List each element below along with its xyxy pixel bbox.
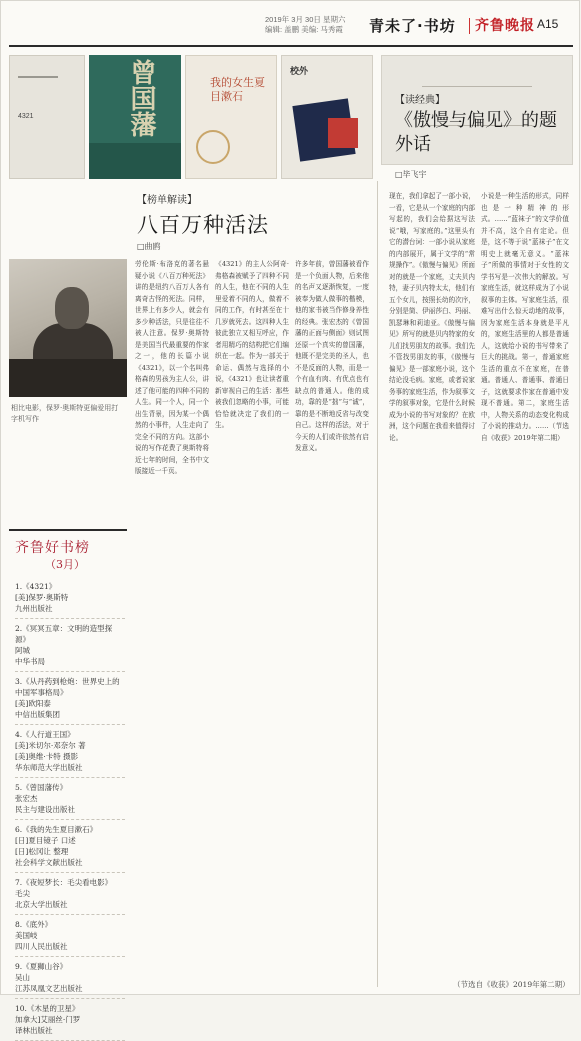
page-number: A15 <box>537 17 559 31</box>
center-article-byline: □曲鸥 <box>137 242 161 251</box>
book-covers <box>9 55 373 179</box>
bestseller-list <box>15 577 125 1041</box>
list-item: 10.《木星的卫星》 加拿大]艾丽丝·门罗 译林出版社 <box>15 999 125 1041</box>
list-item: 2.《冥冥五章：文明的造型探源》 阿城 中华书局 <box>15 619 125 672</box>
header-meta <box>265 15 345 35</box>
center-article-body-col1: 劳伦斯·布洛克的著名悬疑小说《八百万种死法》讲的是纽约八百万人各有离奇古怪的死法。同样，世界上有多少人，就会有多少种活法，只是往往不被人注意。保罗·奥斯特是美国当代最重要的作家之一，他的长篇小说《4321》，以一个名叫弗格森的男孩为主人公，讲述了他可能的四种不同的人生。同一个人，同一个出生背景，因为某一个偶然的小事件，人生走向了完全不同的方向。这部小说的写作花费了奥斯特将近七年的时间，全书中文版接近一千页。 <box>135 260 209 475</box>
section-title: 青未了·书坊 <box>369 17 456 35</box>
right-article-headline: 《傲慢与偏见》的题外话 <box>395 110 557 155</box>
photo-typewriter <box>9 359 127 397</box>
header-date: 2019年 3月 30日 星期六 <box>265 15 346 24</box>
list-item: 3.《从丹药到枪炮：世界史上的中国军事格局》 [美]欧阳泰 中信出版集团 <box>15 672 125 725</box>
book-cover-zeng-guofan <box>89 55 181 179</box>
bestseller-subtitle: （3月） <box>45 558 85 571</box>
page-header <box>1 1 581 49</box>
author-photo <box>9 259 127 397</box>
right-article-body-col2: 小说是一种生活的形式，同样也是一种精神的形式。……“蓝袜子”的文学价值并不高，这个自有定论。但是，这不等于说“蓝袜子”在文明史上就毫无意义。“蓝袜子”所做的事情对于女性的文学书写是一次伟大的解放。写家庭生活，就这样成为了小说叙事的主体。写家庭生活，很难写出什么惊天动地的故事，因为家庭生活本身就是平凡的，家庭生活里的人都是普通人，这就给小说的书写带来了巨大的挑战。第一，普通家庭生活的重点不在家庭，在普通。普通人、普通事、普通日子，这就要求作家在普通中发现不普通。第二，家庭生活中，人物关系的动态变化构成了小说的推动力。……（节选自《收获》2019年第二期） <box>481 192 569 442</box>
right-article-byline: □毕飞宇 <box>395 170 427 179</box>
cover-decoration <box>328 118 358 148</box>
cover-decoration <box>89 143 181 179</box>
right-article-kicker: 【读经典】 <box>395 95 445 106</box>
book-cover-xiaowai <box>281 55 373 179</box>
photo-caption: 相比电影，保罗·奥斯特更偏爱用打字机写作 <box>11 404 119 423</box>
cover-zeng-title: 曾国藩 <box>126 59 156 137</box>
cover-natsume-title: 我的女生夏目漱石 <box>210 76 265 103</box>
cover-decoration <box>196 130 230 164</box>
list-item: 1.《4321》 [美]保罗·奥斯特 九州出版社 <box>15 577 125 619</box>
header-divider <box>469 18 470 34</box>
header-rule <box>9 45 573 47</box>
list-item: 7.《夜短梦长：毛尖看电影》 毛尖 北京大学出版社 <box>15 873 125 915</box>
column-divider <box>377 181 378 987</box>
cover-xiaowai-title: 校外 <box>290 67 309 77</box>
center-article-body-col2: 《4321》的主人公阿奇·弗格森被赋予了四种不同的人生，他在不同的人生里爱着不同的人，做着不同的工作，有时甚至在十几岁就死去。这四种人生彼此独立又相互呼应，作者用精巧的结构把它们编织在一起。作为一部关于命运、偶然与选择的小说，《4321》也让读者重新审视自己的生活：那些被我们忽略的小事，可能恰恰就决定了我们的一生。 <box>215 260 289 429</box>
header-editors: 编辑: 盖鹏 美编: 马秀霞 <box>265 25 343 34</box>
list-item: 6.《我的先生夏目漱石》 [日]夏目镜子 口述 [日]松冈让 整理 社会科学文献出版社 <box>15 820 125 873</box>
list-item: 8.《底外》 美国岐 四川人民出版社 <box>15 915 125 957</box>
newspaper-logo: 齐鲁晚报 <box>475 18 535 34</box>
photo-figure-head <box>55 287 89 329</box>
bestseller-title: 齐鲁好书榜 <box>15 540 90 556</box>
list-item: 9.《夏狮山谷》 吴山 江苏凤凰文艺出版社 <box>15 957 125 999</box>
list-item: 5.《曾国藩传》 张宏杰 民主与建设出版社 <box>15 778 125 820</box>
right-article-body-col1: 现在，我们拿起了一部小说，一看，它是从一个家庭的内部写起的，我们会给据这写法说“哦，写家庭的。”这里头有它的潜台词：一部小说从家庭的内部展开，属于文学的“常规操作”。《傲慢与偏见》所面对的就是一个家庭，丈夫贝内特，妻子贝内特太太，他们有五个女儿，按照长幼的次序，分别是简、伊丽莎白、玛丽、凯瑟琳和莉迪亚。《傲慢与偏见》所写的就是贝内特家的女儿们找男朋友的故事。我们先不管找男朋友的事，《傲慢与偏见》是一部家庭小说，这个结论没毛病。家庭，或者说家务事的家庭生活，作为叙事文学的叙事对象，它是什么时候成为小说的书写对象的？在欧洲，这个问题在我看来值得讨论。 <box>389 192 475 442</box>
source-footnote: （节选自《收获》2019年第二期） <box>453 980 570 989</box>
book-cover-4321 <box>9 55 85 179</box>
list-item: 4.《人行道王国》 [美]米切尔·邓奈尔 著 [美]奥维·卡特 摄影 华东师范大学出版社 <box>15 725 125 778</box>
book-cover-natsume <box>185 55 277 179</box>
cover-decoration <box>18 76 58 78</box>
center-article-body-col3: 许多年前，曾国藩被看作是一个负面人物，后来他的名声又逐渐恢复，一度被奉为做人做事的楷模，他的家书被当作修身养性的经典。张宏杰的《曾国藩的正面与侧面》则试图还原一个真实的曾国藩，他既不是完美的圣人，也不是反面的人物，而是一个有血有肉、有优点也有缺点的普通人。他的成功，靠的是“拙”与“诚”，靠的是不断地反省与改变自己。这样的活法，对于今天的人们或许依然有启发意义。 <box>295 260 369 452</box>
cover-4321-title: 4321 <box>18 113 34 120</box>
center-article-headline: 八百万种活法 <box>137 213 269 237</box>
center-article-kicker: 【榜单解读】 <box>137 195 197 206</box>
